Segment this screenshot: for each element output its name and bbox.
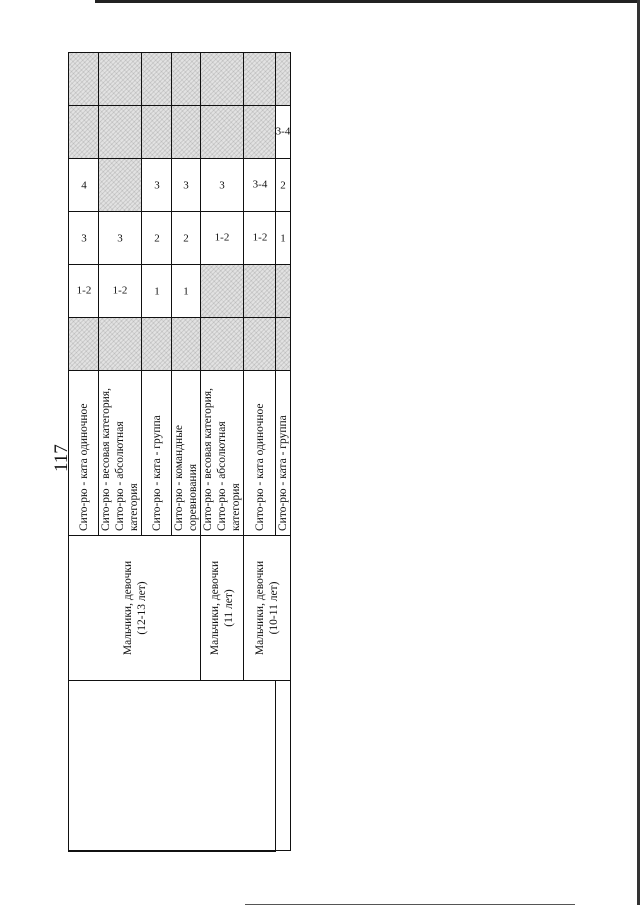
mark-value: 2 xyxy=(280,179,286,191)
mark-value: 1-2 xyxy=(214,232,230,245)
mark-value: 1 xyxy=(183,285,189,297)
mark-cell xyxy=(244,159,276,212)
mark-cell xyxy=(276,159,291,212)
discipline-line: Сито-рю - весовая категория, xyxy=(202,388,214,531)
mark-cell-shaded xyxy=(201,53,244,106)
age-group-cell xyxy=(201,536,244,681)
discipline-cell xyxy=(99,371,142,536)
mark-value: 3 xyxy=(153,179,160,191)
mark-value: 2 xyxy=(153,232,160,244)
discipline-line: Сито-рю - абсолютная категория xyxy=(216,421,242,531)
mark-value: 1 xyxy=(153,285,160,297)
mark-cell-shaded xyxy=(69,53,99,106)
mark-cell-shaded xyxy=(142,53,172,106)
mark-cell-shaded xyxy=(244,106,276,159)
mark-cell xyxy=(201,159,244,212)
discipline-cell xyxy=(142,371,172,536)
mark-cell-shaded xyxy=(201,318,244,371)
mark-cell xyxy=(276,212,291,265)
blank-column-cell xyxy=(276,681,291,852)
mark-cell-shaded xyxy=(142,106,172,159)
mark-value: 3 xyxy=(117,232,123,244)
mark-cell-shaded xyxy=(99,318,142,371)
mark-cell-shaded xyxy=(201,106,244,159)
age-group-label: Мальчики, девочки xyxy=(209,560,221,656)
mark-cell-shaded xyxy=(69,318,99,371)
mark-cell xyxy=(276,106,291,159)
discipline-line: Сито-рю - абсолютная категория xyxy=(114,421,140,531)
discipline-cell xyxy=(276,371,291,536)
discipline-line: Сито-рю - ката - группа xyxy=(150,415,163,531)
mark-value: 3 xyxy=(183,179,189,191)
age-group-cell xyxy=(69,536,201,681)
mark-cell-shaded xyxy=(172,318,201,371)
age-group-cell xyxy=(244,536,291,681)
mark-cell-shaded xyxy=(276,53,291,106)
mark-cell xyxy=(172,212,201,265)
mark-value: 4 xyxy=(80,179,87,191)
age-group-years: (12-13 лет) xyxy=(135,581,148,635)
mark-cell xyxy=(99,212,142,265)
age-group-years: (11 лет) xyxy=(223,589,235,627)
mark-cell xyxy=(69,212,99,265)
discipline-line: Сито-рю - весовая категория, xyxy=(100,388,112,531)
mark-value: 3-4 xyxy=(252,179,267,192)
competition-table xyxy=(68,52,291,852)
mark-cell xyxy=(172,159,201,212)
mark-value: 1 xyxy=(280,232,286,244)
mark-value: 2 xyxy=(183,232,189,244)
mark-value: 1-2 xyxy=(112,285,128,298)
mark-cell xyxy=(201,212,244,265)
mark-cell xyxy=(244,212,276,265)
mark-cell xyxy=(69,265,99,318)
mark-value: 3-4 xyxy=(275,126,291,139)
mark-cell-shaded xyxy=(276,318,291,371)
discipline-cell xyxy=(69,371,99,536)
page-number: 117 xyxy=(51,444,72,472)
discipline-cell xyxy=(244,371,276,536)
mark-cell xyxy=(99,265,142,318)
table-row xyxy=(69,53,99,852)
mark-value: 1-2 xyxy=(252,232,267,245)
mark-cell xyxy=(142,212,172,265)
age-group-label: Мальчики, девочки xyxy=(254,560,266,656)
discipline-line: Сито-рю - ката одиночное xyxy=(253,403,266,531)
table-row xyxy=(276,53,291,852)
discipline-line: Сито-рю - ката - группа xyxy=(277,415,289,531)
mark-cell-shaded xyxy=(172,106,201,159)
mark-cell-shaded xyxy=(99,53,142,106)
discipline-cell xyxy=(201,371,244,536)
discipline-line: Сито-рю - командные соревнования xyxy=(173,424,199,531)
mark-cell xyxy=(172,265,201,318)
discipline-line: Сито-рю - ката одиночное xyxy=(77,403,90,531)
mark-value: 3 xyxy=(80,232,87,244)
mark-cell xyxy=(142,265,172,318)
age-group-label: Мальчики, девочки xyxy=(121,560,134,656)
age-group-years: (10-11 лет) xyxy=(268,581,280,635)
mark-cell-shaded xyxy=(276,265,291,318)
mark-cell-shaded xyxy=(244,265,276,318)
discipline-cell xyxy=(172,371,201,536)
mark-cell-shaded xyxy=(244,318,276,371)
mark-cell-shaded xyxy=(172,53,201,106)
mark-cell-shaded xyxy=(244,53,276,106)
rotated-table-wrapper xyxy=(68,52,291,852)
mark-value: 1-2 xyxy=(76,285,91,298)
mark-cell-shaded xyxy=(99,159,142,212)
mark-cell-shaded xyxy=(201,265,244,318)
mark-cell-shaded xyxy=(142,318,172,371)
mark-cell xyxy=(69,159,99,212)
mark-value: 3 xyxy=(219,179,225,191)
mark-cell-shaded xyxy=(99,106,142,159)
mark-cell xyxy=(142,159,172,212)
mark-cell-shaded xyxy=(69,106,99,159)
blank-column-cell xyxy=(69,681,276,852)
scan-edge-top xyxy=(95,0,640,3)
